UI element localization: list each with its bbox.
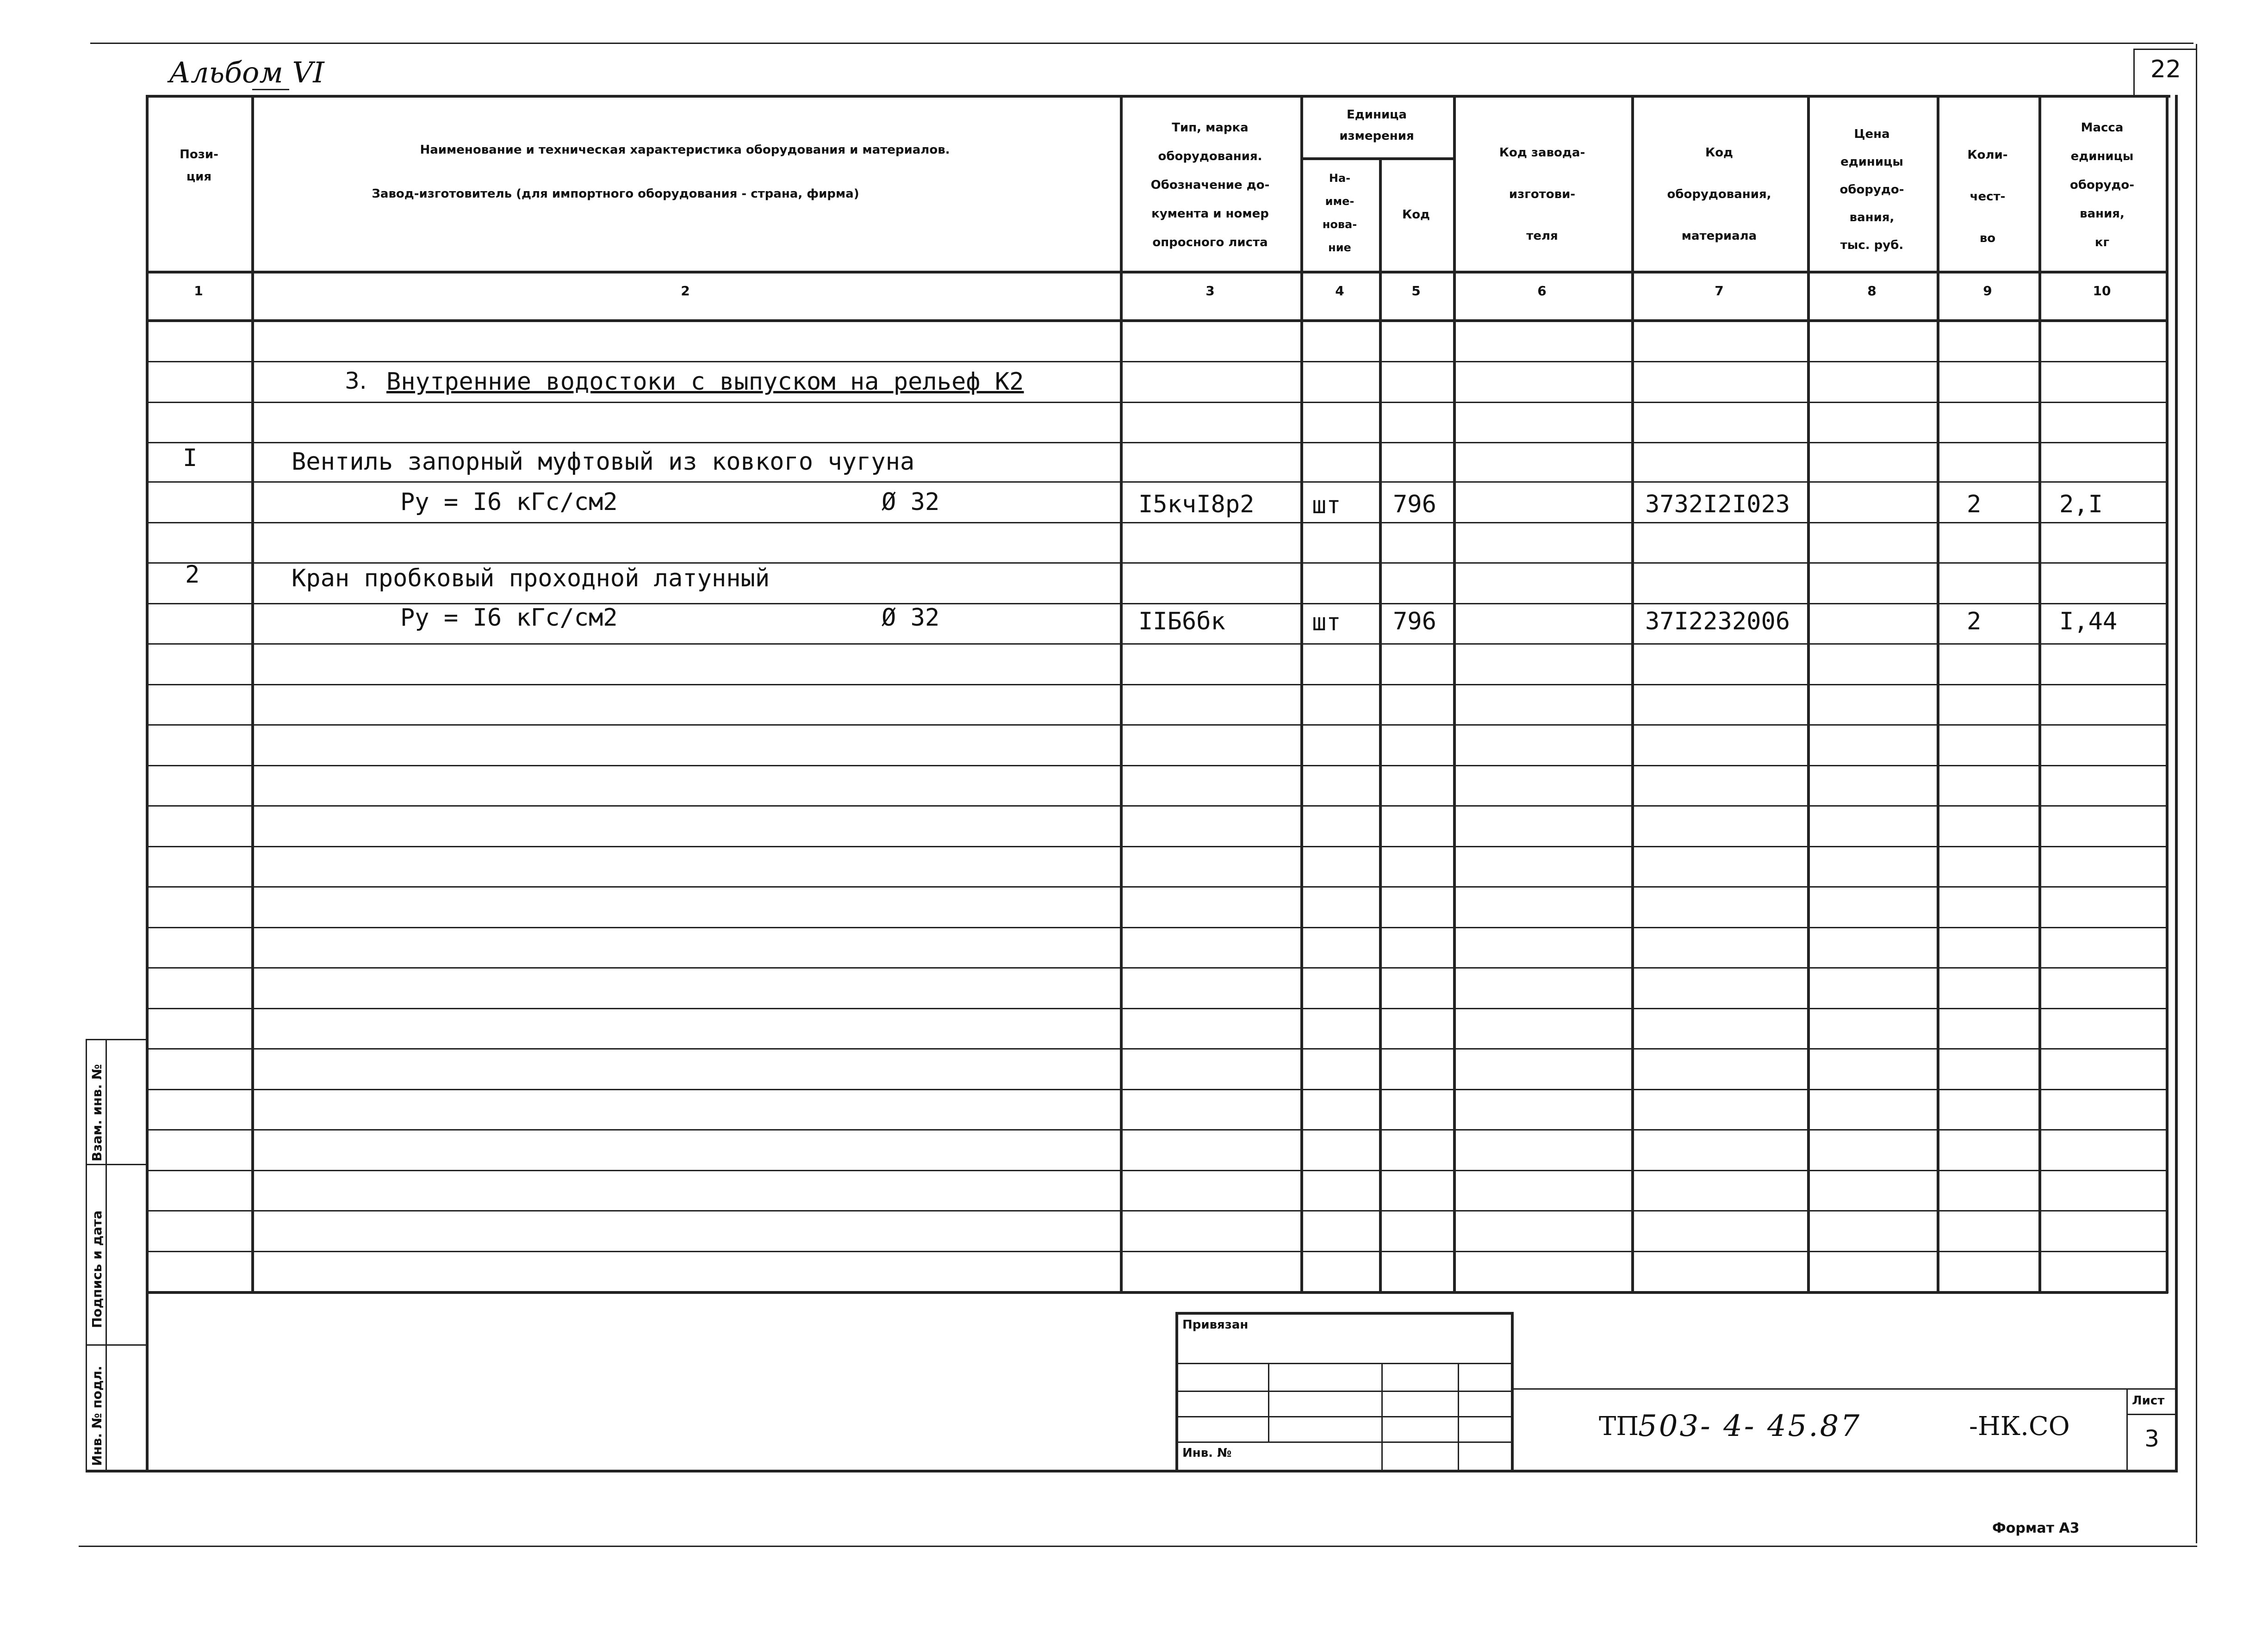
item-type: IIБ6бк: [1138, 608, 1225, 635]
unit-group-divider: [1300, 157, 1453, 160]
header-name-line2: Завод-изготовитель (для импортного оборудования - страна, фирма): [372, 187, 859, 201]
header-maker-code: Код завода- изготови- теля: [1499, 146, 1585, 243]
row-line: [146, 805, 2168, 807]
row-line: [146, 1251, 2168, 1252]
stamp-row: [1175, 1416, 1512, 1417]
row-line: [146, 967, 2168, 969]
row-line: [146, 886, 2168, 888]
stamp-col: [1268, 1363, 1269, 1441]
item-quantity: 2: [1967, 608, 1982, 635]
row-line: [146, 846, 2168, 847]
item-mass: 2,I: [2059, 491, 2103, 518]
row-line: [146, 1048, 2168, 1050]
header-bottom: [146, 271, 2168, 273]
column-number: 5: [1411, 283, 1421, 298]
header-name-line1: Наименование и техническая характеристика оборудования и материалов.: [420, 143, 950, 157]
column-number: 10: [2093, 283, 2111, 298]
col-line-5: [1453, 95, 1456, 1293]
stamp-top: [1175, 1312, 1513, 1315]
page-number-box-left: [2133, 49, 2135, 95]
item-unit-code: 796: [1393, 608, 1436, 635]
doc-suffix: -НК.СО: [1969, 1411, 2070, 1441]
doc-code-prefix: ТП: [1599, 1411, 1639, 1441]
section-title: Внутренние водостоки с выпуском на рельеф К2: [386, 368, 1024, 396]
table-bottom: [146, 1291, 2168, 1294]
side-strip-mid: [106, 1039, 107, 1471]
side-strip-left: [86, 1039, 87, 1471]
row-line: [146, 562, 2168, 564]
column-number: 9: [1983, 283, 1992, 298]
item-type: I5кчI8р2: [1138, 491, 1255, 518]
sheet-label: Лист: [2132, 1394, 2165, 1408]
side-strip-div2: [86, 1344, 147, 1346]
side-strip-top: [86, 1039, 147, 1040]
col-line-8: [1937, 95, 1939, 1293]
row-line: [146, 1089, 2168, 1090]
section-number: 3.: [345, 367, 367, 394]
item-name: Вентиль запорный муфтовый из ковкого чугуна: [292, 448, 915, 476]
column-number: 3: [1205, 283, 1215, 298]
item-unit: шт: [1312, 609, 1341, 636]
album-label: Альбом VI: [169, 56, 324, 89]
side-label-inv: Инв. № подл.: [89, 1366, 105, 1466]
header-price: Цена единицы оборудо- вания, тыс. руб.: [1839, 127, 1904, 252]
stamp-row: [1175, 1441, 1512, 1443]
item-diameter: Ø 32: [882, 604, 940, 632]
header-position: Пози- ция: [180, 148, 218, 184]
col-line-2: [1120, 95, 1123, 1293]
item-quantity: 2: [1967, 491, 1982, 518]
sheet-number: 3: [2144, 1425, 2159, 1452]
item-unit-code: 796: [1393, 491, 1436, 518]
item-unit: шт: [1312, 491, 1341, 519]
row-line: [146, 927, 2168, 928]
stamp-col: [1381, 1363, 1383, 1470]
frame-right: [2175, 95, 2178, 1472]
album-underline: [252, 89, 289, 90]
column-number: 4: [1335, 283, 1344, 298]
format-label: Формат А3: [1992, 1520, 2080, 1536]
row-line: [146, 402, 2168, 403]
col-line-9: [2038, 95, 2041, 1293]
stamp-col: [1458, 1363, 1459, 1470]
page-number: 22: [2150, 56, 2181, 83]
side-label-podpis: Подпись и дата: [89, 1210, 105, 1328]
sheet-box-left: [2126, 1388, 2128, 1470]
stamp-inv-no: Инв. №: [1182, 1446, 1232, 1460]
column-number: 1: [194, 283, 203, 298]
page-bottom-edge: [79, 1546, 2197, 1547]
frame-bottom: [86, 1470, 2178, 1472]
row-line: [146, 522, 2168, 523]
frame-top: [146, 95, 2170, 98]
row-line: [146, 1210, 2168, 1211]
doc-code: 503- 4- 45.87: [1638, 1409, 1862, 1443]
item-equipment-code: 3732I2I023: [1645, 491, 1790, 518]
side-strip-div1: [86, 1164, 147, 1165]
column-number: 2: [681, 283, 690, 298]
header-unit-name: На- име- нова- ние: [1322, 172, 1357, 254]
item-position: 2: [185, 561, 200, 589]
col-line-6: [1631, 95, 1634, 1293]
colnum-bottom: [146, 319, 2168, 322]
header-type: Тип, марка оборудования. Обозначение до- кумента и номер опросного листа: [1150, 121, 1270, 249]
item-equipment-code: 37I2232006: [1645, 608, 1790, 635]
row-line: [146, 724, 2168, 726]
row-line: [146, 643, 2168, 645]
item-name: Кран пробковый проходной латунный: [292, 565, 770, 592]
side-label-vzam: Взам. инв. №: [89, 1064, 105, 1162]
sheet-box-divider: [2126, 1414, 2175, 1415]
item-spec: Ру = I6 кГс/см2: [400, 604, 618, 632]
item-spec: Ру = I6 кГс/см2: [400, 488, 618, 516]
item-position: I: [183, 444, 198, 472]
row-line: [146, 361, 2168, 362]
title-block-top: [1512, 1388, 2175, 1390]
row-line: [146, 1008, 2168, 1009]
col-line-3: [1300, 95, 1303, 1293]
row-line: [146, 1170, 2168, 1171]
page-number-box-top: [2133, 49, 2196, 50]
page-right-edge: [2196, 44, 2197, 1543]
stamp-row: [1175, 1363, 1512, 1364]
column-number: 8: [1867, 283, 1877, 298]
header-unit-group: Единица измерения: [1339, 108, 1414, 143]
col-line-10: [2166, 95, 2169, 1293]
header-quantity: Коли- чест- во: [1967, 148, 2008, 245]
header-equipment-code: Код оборудования, материала: [1667, 146, 1771, 243]
col-line-7: [1807, 95, 1810, 1293]
stamp-row: [1175, 1391, 1512, 1392]
stamp-privyazan: Привязан: [1182, 1318, 1249, 1332]
row-line: [146, 481, 2168, 483]
top-border: [90, 43, 2193, 44]
row-line: [146, 765, 2168, 766]
header-mass: Масса единицы оборудо- вания, кг: [2069, 121, 2135, 249]
header-unit-code: Код: [1402, 208, 1430, 222]
row-line: [146, 442, 2168, 443]
col-line-1: [251, 95, 254, 1293]
row-line: [146, 1129, 2168, 1131]
frame-left: [146, 95, 149, 1472]
column-number: 7: [1715, 283, 1724, 298]
row-line: [146, 684, 2168, 685]
column-number: 6: [1537, 283, 1547, 298]
item-diameter: Ø 32: [882, 488, 940, 516]
item-mass: I,44: [2059, 608, 2118, 635]
